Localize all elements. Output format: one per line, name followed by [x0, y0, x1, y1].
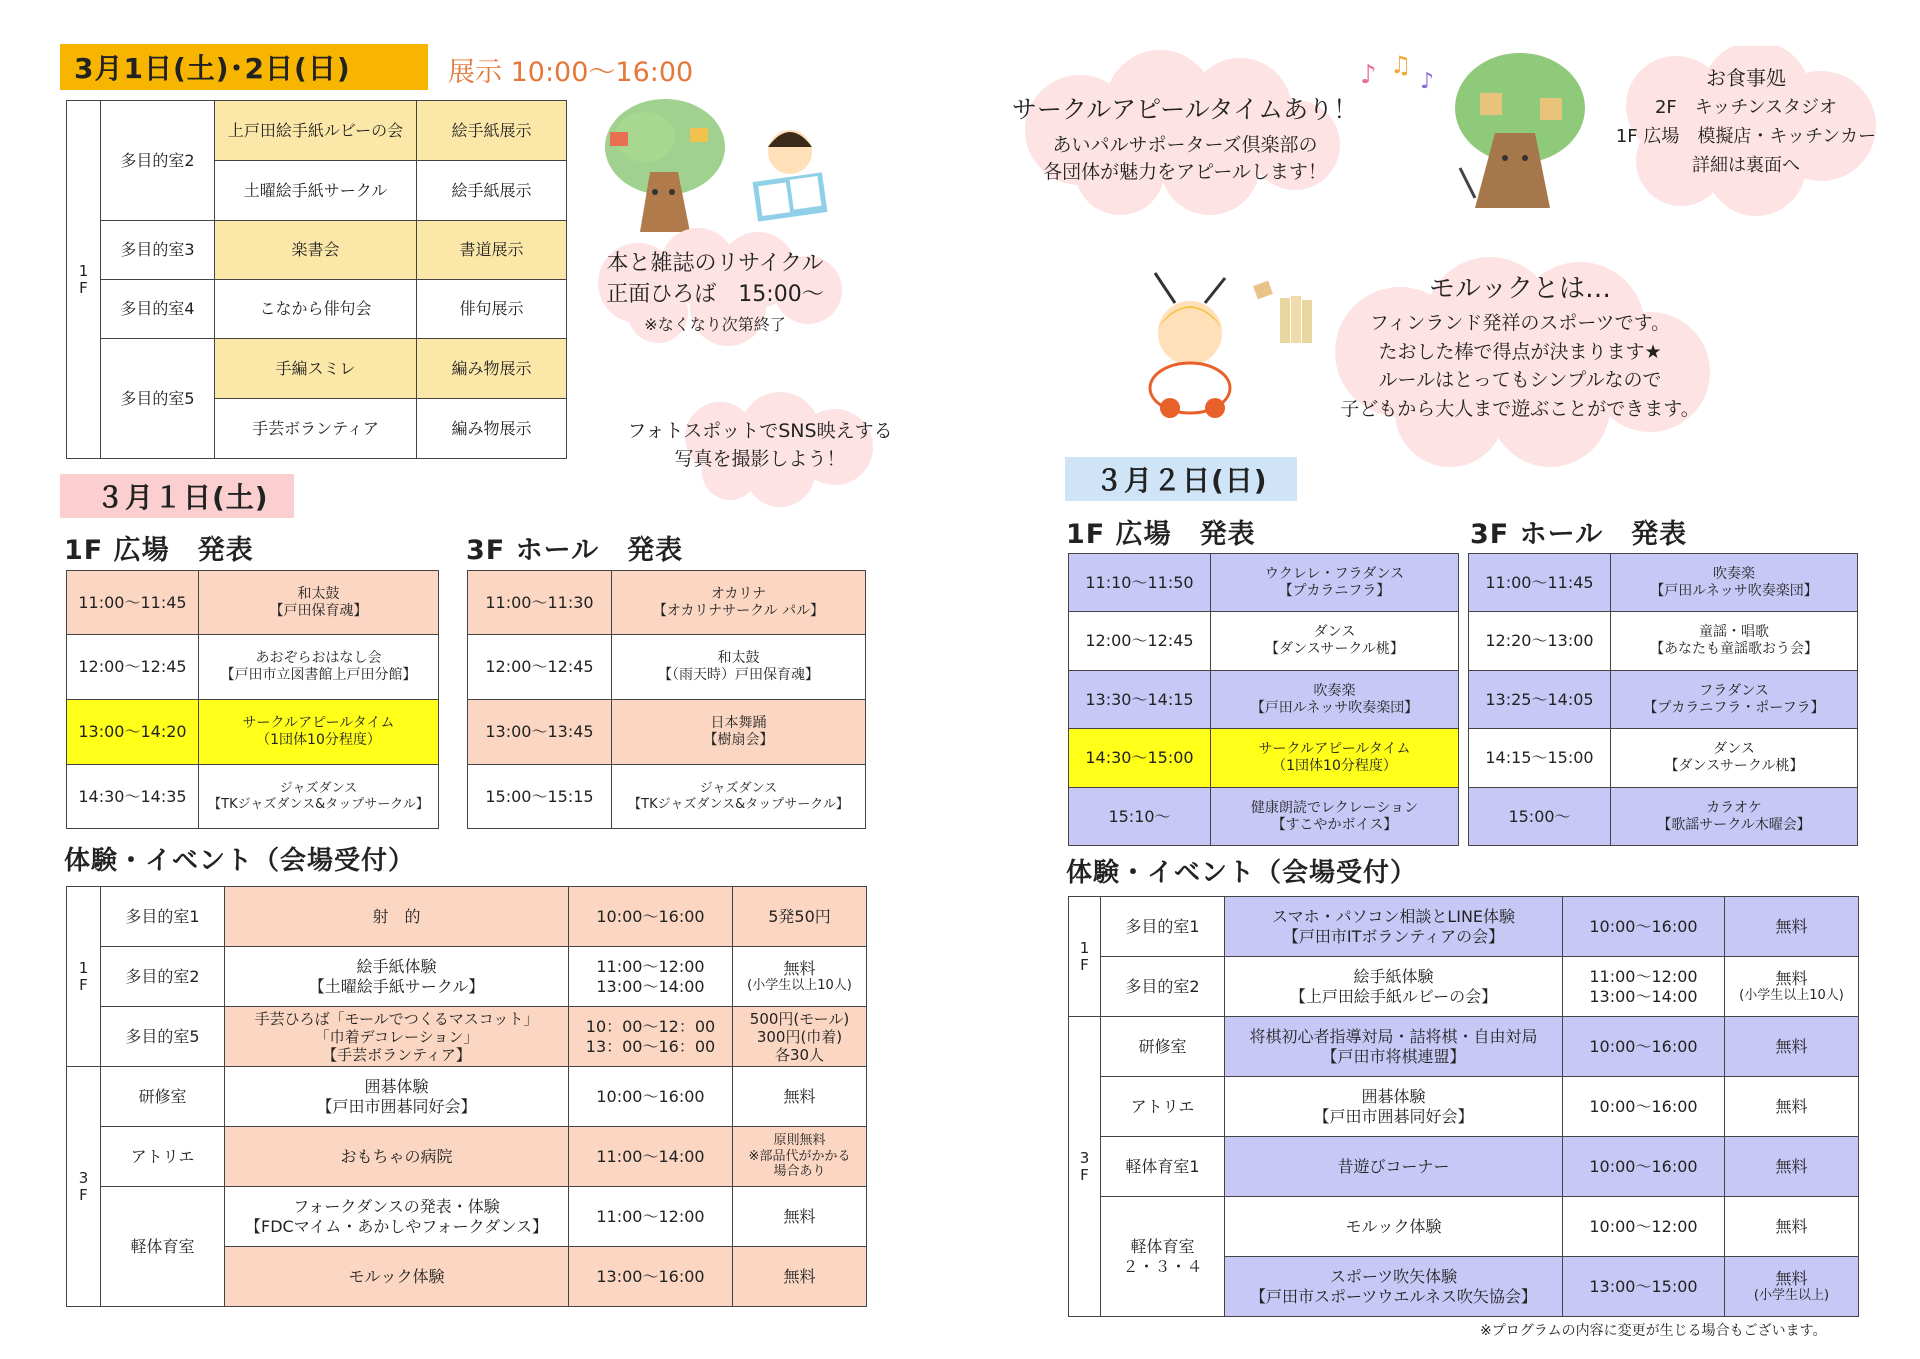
event-fee: 無料: [1725, 1017, 1859, 1077]
event-room: アトリエ: [101, 1127, 225, 1187]
singing-tree-illustration: [1350, 38, 1590, 218]
photospot-line-1: フォトスポットでSNS映えする: [627, 420, 893, 442]
day1-date: ３月１日(土): [96, 481, 269, 514]
day2-plaza-table: [1068, 553, 1459, 846]
event-time: 10:00～16:00: [569, 887, 733, 947]
hall-time: 11:00～11:30: [468, 571, 612, 635]
event-room: アトリエ: [1101, 1077, 1225, 1137]
event-room: 多目的室1: [101, 887, 225, 947]
exhibit-date-header: [60, 44, 428, 90]
exhibit-group: 土曜絵手紙サークル: [215, 161, 417, 221]
event-name: モルック体験: [1225, 1197, 1563, 1257]
event-fee: 500円(モール) 300円(巾着) 各30人: [733, 1007, 867, 1067]
exhibit-group: 手編スミレ: [215, 339, 417, 399]
hall-time: 12:20～13:00: [1469, 612, 1611, 671]
day2-date-header: [1065, 457, 1297, 501]
event-fee: 無料 (小学生以上10人): [1725, 957, 1859, 1017]
svg-text:♪: ♪: [1360, 60, 1377, 90]
event-time: 10:00～12:00: [1563, 1197, 1725, 1257]
hall-act: 吹奏楽 【戸田ルネッサ吹奏楽団】: [1611, 554, 1858, 612]
hall-time: 15:00～15:15: [468, 765, 612, 829]
event-fee: 無料 (小学生以上10人): [733, 947, 867, 1007]
molkky-title: モルックとは…: [1428, 274, 1611, 304]
plaza-time: 12:00～12:45: [1069, 612, 1211, 671]
photospot-text: [590, 418, 930, 473]
event-name: スマホ・パソコン相談とLINE体験 【戸田市ITボランティアの会】: [1225, 897, 1563, 957]
event-floor-3: 3 F: [1069, 1017, 1101, 1317]
exhibit-group: 手芸ボランティア: [215, 399, 417, 459]
exhibit-content: 編み物展示: [417, 399, 567, 459]
exhibit-time-label: 展示 10:00～16:00: [448, 57, 694, 88]
event-room: 研修室: [1101, 1017, 1225, 1077]
event-time: 11:00～12:00: [569, 1187, 733, 1247]
exhibit-room: 多目的室5: [101, 339, 215, 459]
plaza-act: サークルアピールタイム （1団体10分程度）: [199, 700, 439, 765]
exhibit-content: 俳句展示: [417, 280, 567, 339]
exhibit-floor: 1 F: [67, 101, 101, 459]
plaza-act: ジャズダンス 【TKジャズダンス&タップサークル】: [199, 765, 439, 829]
event-fee: 5発50円: [733, 887, 867, 947]
event-name: 射 的: [225, 887, 569, 947]
hall-act: フラダンス 【プカラニフラ・ポーフラ】: [1611, 671, 1858, 729]
svg-text:♪: ♪: [1420, 69, 1435, 94]
plaza-time: 13:30～14:15: [1069, 671, 1211, 729]
plaza-time: 15:10～: [1069, 788, 1211, 846]
day1-hall-title: 3F ホール 発表: [466, 535, 684, 566]
event-fee: 無料: [1725, 1197, 1859, 1257]
day2-hall-table: [1468, 553, 1858, 846]
food-title: お食事処: [1706, 66, 1786, 90]
exhibit-group: 楽書会: [215, 221, 417, 280]
day1-plaza-table: [66, 570, 439, 829]
event-name: 絵手紙体験 【土曜絵手紙サークル】: [225, 947, 569, 1007]
event-time: 10:00～16:00: [569, 1067, 733, 1127]
plaza-time: 12:00～12:45: [67, 635, 199, 700]
plaza-act: 健康朗読でレクレーション 【すこやかボイス】: [1211, 788, 1459, 846]
exhibit-date: 3月1日(土)･2日(日): [74, 52, 351, 85]
day2-plaza-title: 1F 広場 発表: [1066, 519, 1256, 550]
day1-event-title: 体験・イベント（会場受付）: [64, 846, 416, 876]
event-time: 10:00～16:00: [1563, 1077, 1725, 1137]
event-time: 13:00～16:00: [569, 1247, 733, 1307]
molkky-line-3: ルールはとってもシンプルなので: [1378, 369, 1662, 391]
recycle-text: [584, 246, 846, 335]
event-name: 昔遊びコーナー: [1225, 1137, 1563, 1197]
hall-time: 13:00～13:45: [468, 700, 612, 765]
exhibit-table: [66, 100, 567, 459]
plaza-act: ダンス 【ダンスサークル桃】: [1211, 612, 1459, 671]
plaza-time: 14:30～14:35: [67, 765, 199, 829]
plaza-act: 吹奏楽 【戸田ルネッサ吹奏楽団】: [1211, 671, 1459, 729]
day1-hall-table: [467, 570, 866, 829]
appeal-text: [1000, 90, 1370, 184]
program-change-footnote: ※プログラムの内容に変更が生じる場合もございます。: [1480, 1323, 1827, 1339]
recycle-note: ※なくなり次第終了: [644, 315, 786, 334]
day2-event-title: 体験・イベント（会場受付）: [1066, 858, 1418, 888]
event-floor-1: 1 F: [67, 887, 101, 1067]
appeal-line-1: あいパルサポーターズ倶楽部の: [1052, 134, 1318, 156]
event-fee: 無料: [1725, 897, 1859, 957]
event-room: 多目的室2: [1101, 957, 1225, 1017]
hall-time: 11:00～11:45: [1469, 554, 1611, 612]
event-time: 11:00～12:00 13:00～14:00: [1563, 957, 1725, 1017]
event-floor-3: 3 F: [67, 1067, 101, 1307]
hall-time: 12:00～12:45: [468, 635, 612, 700]
day1-event-table: [66, 886, 867, 1307]
event-room: 軽体育室: [101, 1187, 225, 1307]
molkky-line-2: たおした棒で得点が決まります★: [1378, 340, 1662, 363]
event-name: 手芸ひろば「モールでつくるマスコット」 「巾着デコレーション」 【手芸ボランティア】: [225, 1007, 569, 1067]
event-name: 将棋初心者指導対局・詰将棋・自由対局 【戸田市将棋連盟】: [1225, 1017, 1563, 1077]
exhibit-content: 絵手紙展示: [417, 101, 567, 161]
event-time: 10:00～16:00: [1563, 897, 1725, 957]
event-fee: 無料: [733, 1187, 867, 1247]
exhibit-group: 上戸田絵手紙ルビーの会: [215, 101, 417, 161]
event-room: 多目的室2: [101, 947, 225, 1007]
hall-time: 14:15～15:00: [1469, 729, 1611, 788]
event-room: 多目的室1: [1101, 897, 1225, 957]
plaza-time: 13:00～14:20: [67, 700, 199, 765]
exhibit-content: 書道展示: [417, 221, 567, 280]
hall-act: 和太鼓 【（雨天時）戸田保育魂】: [612, 635, 866, 700]
event-time: 10:00～16:00: [1563, 1137, 1725, 1197]
event-time: 10:00～16:00: [1563, 1017, 1725, 1077]
plaza-act: 和太鼓 【戸田保育魂】: [199, 571, 439, 635]
event-room: 多目的室5: [101, 1007, 225, 1067]
hall-time: 13:25～14:05: [1469, 671, 1611, 729]
molkky-line-1: フィンランド発祥のスポーツです。: [1369, 312, 1671, 334]
food-text: [1600, 62, 1892, 180]
plaza-time: 11:00～11:45: [67, 571, 199, 635]
event-name: モルック体験: [225, 1247, 569, 1307]
event-time: 11:00～14:00: [569, 1127, 733, 1187]
event-time: 11:00～12:00 13:00～14:00: [569, 947, 733, 1007]
plaza-time: 11:10～11:50: [1069, 554, 1211, 612]
exhibit-group: こなから俳句会: [215, 280, 417, 339]
event-name: おもちゃの病院: [225, 1127, 569, 1187]
event-name: 絵手紙体験 【上戸田絵手紙ルビーの会】: [1225, 957, 1563, 1017]
plaza-act: サークルアピールタイム （1団体10分程度）: [1211, 729, 1459, 788]
hall-act: 日本舞踊 【樹扇会】: [612, 700, 866, 765]
event-fee: 無料: [733, 1247, 867, 1307]
hall-act: ジャズダンス 【TKジャズダンス&タップサークル】: [612, 765, 866, 829]
event-fee: 無料: [1725, 1077, 1859, 1137]
exhibit-room: 多目的室4: [101, 280, 215, 339]
event-name: スポーツ吹矢体験 【戸田市スポーツウエルネス吹矢協会】: [1225, 1257, 1563, 1317]
exhibit-content: 絵手紙展示: [417, 161, 567, 221]
event-time: 10：00～12：00 13：00～16：00: [569, 1007, 733, 1067]
event-room: 研修室: [101, 1067, 225, 1127]
photospot-line-2: 写真を撮影しよう！: [674, 447, 846, 470]
event-name: フォークダンスの発表・体験 【FDCマイム・あかしやフォークダンス】: [225, 1187, 569, 1247]
food-line-1: 2F キッチンスタジオ: [1654, 97, 1837, 118]
hall-act: カラオケ 【歌謡サークル木曜会】: [1611, 788, 1858, 846]
plaza-act: ウクレレ・フラダンス 【プカラニフラ】: [1211, 554, 1459, 612]
exhibit-content: 編み物展示: [417, 339, 567, 399]
hall-time: 15:00～: [1469, 788, 1611, 846]
molkky-text: [1300, 270, 1740, 423]
event-fee: 原則無料 ※部品代がかかる 場合あり: [733, 1127, 867, 1187]
event-time: 13:00～15:00: [1563, 1257, 1725, 1317]
appeal-line-2: 各団体が魅力をアピールします！: [1043, 161, 1327, 183]
event-fee: 無料: [1725, 1137, 1859, 1197]
plaza-time: 14:30～15:00: [1069, 729, 1211, 788]
recycle-title-1: 本と雑誌のリサイクル: [606, 251, 824, 276]
day2-event-table: [1068, 896, 1859, 1317]
exhibit-room: 多目的室2: [101, 101, 215, 221]
day2-hall-title: 3F ホール 発表: [1470, 519, 1688, 550]
event-floor-1: 1 F: [1069, 897, 1101, 1017]
hall-act: 童謡・唱歌 【あなたも童謡歌おう会】: [1611, 612, 1858, 671]
day1-plaza-title: 1F 広場 発表: [64, 535, 254, 566]
plaza-act: あおぞらおはなし会 【戸田市立図書館上戸田分館】: [199, 635, 439, 700]
day1-date-header: [60, 474, 294, 518]
event-room: 軽体育室 ２・３・４: [1101, 1197, 1225, 1317]
molkky-line-4: 子どもから大人まで遊ぶことができます。: [1340, 397, 1700, 420]
svg-text:♫: ♫: [1390, 51, 1412, 79]
recycle-title-2: 正面ひろば 15:00～: [606, 282, 824, 307]
food-line-3: 詳細は裏面へ: [1692, 154, 1800, 176]
event-fee: 無料: [733, 1067, 867, 1127]
event-name: 囲碁体験 【戸田市囲碁同好会】: [1225, 1077, 1563, 1137]
event-room: 軽体育室1: [1101, 1137, 1225, 1197]
hall-act: ダンス 【ダンスサークル桃】: [1611, 729, 1858, 788]
exhibit-room: 多目的室3: [101, 221, 215, 280]
day2-date: ３月２日(日): [1095, 464, 1268, 497]
hall-act: オカリナ 【オカリナサークル パル】: [612, 571, 866, 635]
appeal-title: サークルアピールタイムあり！: [1011, 95, 1359, 124]
event-fee: 無料 (小学生以上): [1725, 1257, 1859, 1317]
tree-reading-illustration: [590, 92, 850, 242]
event-name: 囲碁体験 【戸田市囲碁同好会】: [225, 1067, 569, 1127]
food-line-2: 1F 広場 模擬店・キッチンカー: [1615, 125, 1877, 147]
